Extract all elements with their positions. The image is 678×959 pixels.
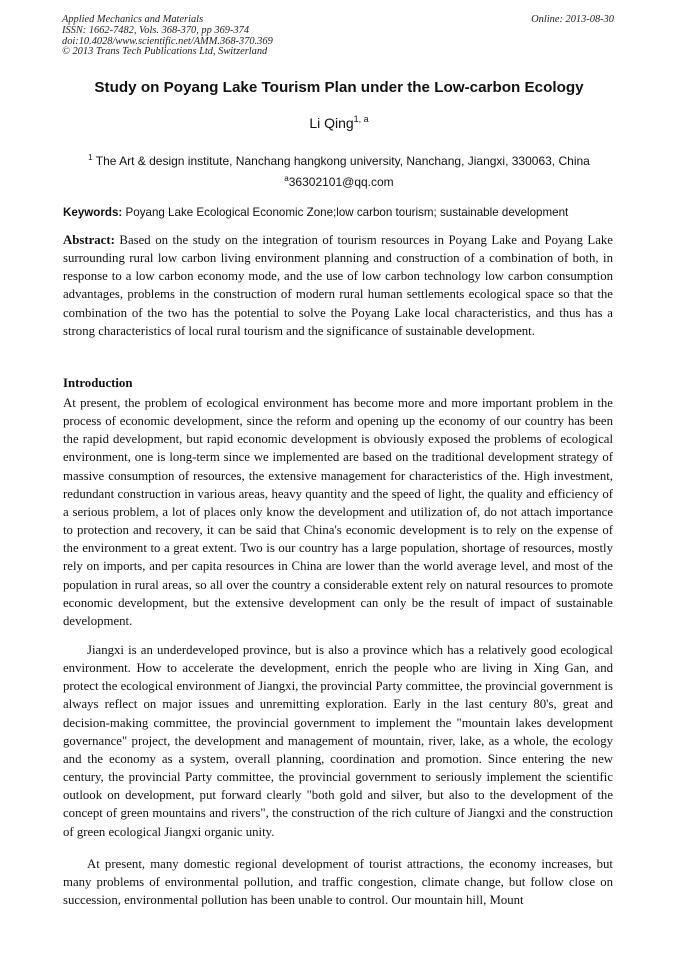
- intro-paragraph-3: At present, many domestic regional development of tourist attractions, the economy increases, but many problems of environmental pollution, and traffic congestion, climate change, but follow close on succession, environmental pollution has been unable to control. Our mountain hill, Mount: [63, 857, 613, 908]
- email-marker: a: [284, 174, 289, 183]
- online-date: Online: 2013-08-30: [531, 14, 614, 25]
- affiliation-marker: 1: [88, 153, 93, 162]
- affiliation-line: [40, 149, 638, 170]
- author-affil-marker: 1, a: [353, 114, 369, 124]
- author-name: Li Qing: [309, 115, 354, 131]
- abstract-label: Abstract:: [63, 233, 115, 247]
- doi-line: doi:10.4028/www.scientific.net/AMM.368-370.369: [62, 35, 273, 47]
- abstract-text: Based on the study on the integration of tourism resources in Poyang Lake and Poyang Lake surrounding rural low carbon living environment planning and construction of a combination of both, in response to a low carbon economy mode, and the use of low carbon technology low carbon consumption advantages, problems in the construction of modern rural human settlements ecological space so that the combination of the two has the potential to solve the Poyang Lake local characteristics, and thus has a strong characteristics of local rural tourism and the significance of sustainable development.: [63, 233, 613, 338]
- keywords-label: Keywords:: [63, 206, 123, 219]
- keywords-text: Poyang Lake Ecological Economic Zone;low carbon tourism; sustainable development: [125, 206, 569, 219]
- section-heading-introduction: Introduction: [63, 376, 133, 390]
- intro-paragraph-1: At present, the problem of ecological environment has become more and more important problem in the process of economic development, since the reform and opening up the economy of our country has been the rapid development, but rapid economic development is obviously exposed the problems of ecological environment, one is long-term since we implemented are based on the traditional development strategy of massive consumption of resources, the extensive management for characteristics of the. High investment, redundant construction in various areas, heavy quantity and the speed of light, the quality and efficiency of a serious problem, a lot of places only know the development and utilization of, do not attach importance to protection and recovery, it can be said that China's economic development is to rely on the expense of the environment to a great extent. Two is our country has a large population, shortage of resources, mostly rely on imports, and per capita resources in China are lower than the world average level, and most of the population in rural areas, so all over the country a considerable extent rely on natural resources to promote economic development, but the extensive development can only be the result of impact of sustainable development.: [63, 396, 613, 628]
- abstract: [63, 231, 613, 340]
- affiliation: [40, 149, 638, 191]
- copyright-line: © 2013 Trans Tech Publications Ltd, Switzerland: [62, 46, 268, 58]
- intro-paragraph-2: Jiangxi is an underdeveloped province, but is also a province which has a relatively good ecological environment. How to accelerate the development, enrich the people who are living in Xing Gan, and protect the ecological environment of Jiangxi, the provincial Party committee, the provincial government is always reflect on major issues and unremitting exploration. Early in the last century 80's, great and decision-making committee, the provincial government to implement the "mountain lakes development governance" project, the development and management of mountain, river, lake, as a whole, the ecology and the economy as a system, overall planning, coordination and promotion. Since entering the new century, the provincial Party committee, the provincial government to seriously implement the scientific outlook on development, put forward clearly "both gold and silver, but also to the development of the concept of green mountains and rivers", the construction of the rich culture of Jiangxi and the construction of green ecological Jiangxi organic unity.: [63, 643, 613, 839]
- journal-header: [62, 15, 614, 58]
- paper-title: Study on Poyang Lake Tourism Plan under the Low-carbon Ecology: [94, 79, 584, 96]
- keywords: [63, 206, 623, 219]
- affiliation-text: The Art & design institute, Nanchang hangkong university, Nanchang, Jiangxi, 330063, China: [95, 154, 590, 168]
- journal-name: Applied Mechanics and Materials: [62, 14, 204, 25]
- author-email: 36302101@qq.com: [288, 175, 394, 189]
- issn-line: ISSN: 1662-7482, Vols. 368-370, pp 369-374: [62, 24, 250, 36]
- email-line: [40, 170, 638, 191]
- author-line: [40, 114, 638, 131]
